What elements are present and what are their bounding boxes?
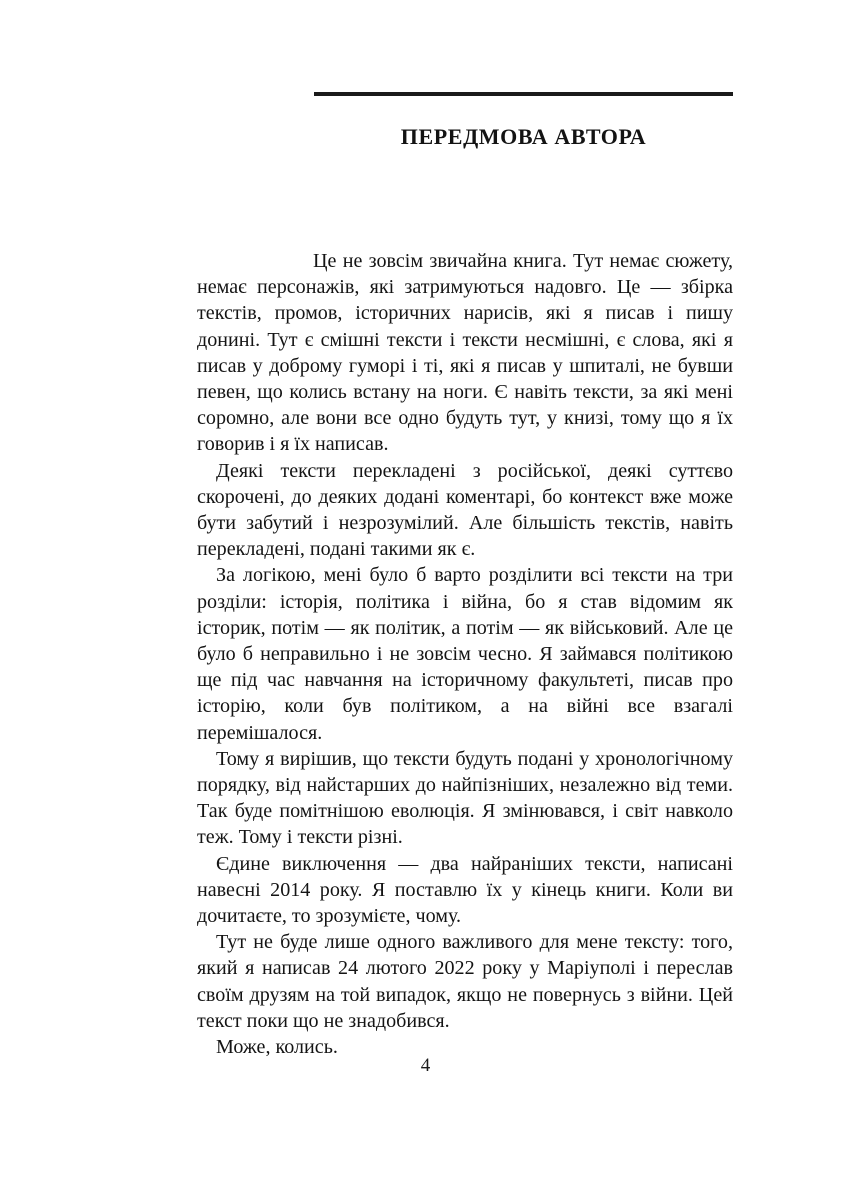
- page-title: ПЕРЕДМОВА АВТОРА: [400, 124, 647, 149]
- paragraph: За логікою, мені було б варто розділити всі тексти на три розділи: історія, політика і війна, бо я став відомим як історик, потім — як політик, а потім — як військовий. Але це було б неправильно і не зовсім чесно. Я займався політикою ще під час навчання на історичному факультеті, писав про історію, коли був політиком, а на війні все взагалі перемішалося.: [197, 564, 733, 744]
- paragraph: Тут не буде лише одного важливого для мене тексту: того, який я написав 24 лютого 2022 року у Маріуполі і переслав своїм друзям на той випадок, якщо не повернусь з війни. Цей текст поки що не знадобився.: [197, 931, 733, 1032]
- paragraph: Може, колись.: [216, 1036, 338, 1059]
- paragraph: Це не зовсім звичайна книга. Тут немає сюжету, немає персонажів, які затримуються надовго. Це — збірка текстів, промов, історичних нарисів, які я писав і пишу донині. Тут є смішні тексти і тексти несмішні, є слова, які я писав у доброму гуморі і ті, які я писав у шпиталі, не бувши певен, що колись встану на ноги. Є навіть тексти, за які мені соромно, але вони все одно будуть тут, у книзі, тому що я їх говорив і я їх написав.: [197, 250, 733, 456]
- chapter-header: [314, 92, 733, 150]
- body-text-column: [197, 248, 733, 1060]
- paragraph: Деякі тексти перекладені з російської, деякі суттєво скорочені, до деяких додані коментарі, бо контекст вже може бути забутий і незрозумілий. Але більшість текстів, навіть перекладені, подані такими як є.: [197, 459, 733, 561]
- paragraph: Тому я вирішив, що тексти будуть подані у хронологічному порядку, від найстарших до найпізніших, незалежно від теми. Так буде помітнішою еволюція. Я змінювався, і світ навколо теж. Тому і тексти різні.: [197, 747, 733, 849]
- paragraph: Єдине виключення — два найраніших тексти, написані навесні 2014 року. Я поставлю їх у кінець книги. Коли ви дочитаєте, то зрозумієте, чому.: [197, 852, 733, 928]
- page-number: 4: [420, 1055, 431, 1076]
